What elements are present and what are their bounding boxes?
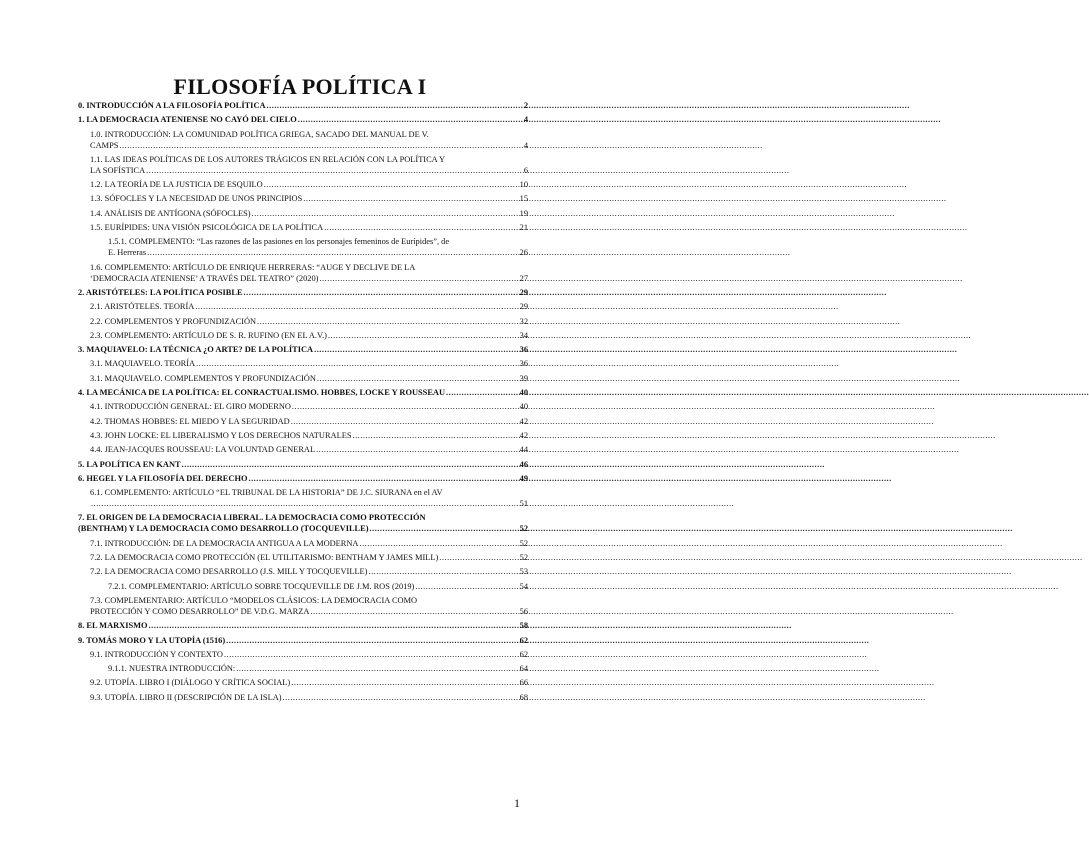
toc-entry-text: 1.4. ANÁLISIS DE ANTÍGONA (SÓFOCLES) [90, 208, 251, 218]
toc-entry-line [78, 114, 528, 125]
toc-dot-leader [264, 179, 518, 190]
toc-entry[interactable] [78, 262, 528, 284]
toc-entry[interactable] [78, 387, 528, 398]
toc-entry-line [78, 387, 528, 398]
toc-entry-first-line: 7. EL ORIGEN DE LA DEMOCRACIA LIBERAL. LA DEMOCRACIA COMO PROTECCIÓN [78, 513, 426, 523]
toc-page-number: 53 [519, 567, 528, 577]
toc-entry[interactable] [78, 620, 528, 631]
toc-page-number: 68 [519, 692, 528, 702]
toc-page-number: 4 [523, 140, 528, 150]
toc-entry[interactable] [78, 236, 528, 258]
toc-entry[interactable] [78, 208, 528, 219]
toc-entry-line [108, 663, 528, 674]
page-number: 1 [514, 796, 520, 810]
toc-dot-leader [298, 114, 522, 125]
toc-page-number: 52 [519, 538, 528, 548]
toc-entry-text: 1.5. EURÍPIDES: UNA VISIÓN PSICOLÓGICA DE LA POLÍTICA [90, 223, 324, 233]
toc-entry-text: 6. HEGEL Y LA FILOSOFÍA DEL DERECHO [78, 473, 248, 483]
toc-dot-leader [370, 523, 518, 534]
toc-page-number: 34 [519, 330, 528, 340]
toc-entry[interactable] [78, 330, 528, 341]
toc-page-number: 40 [519, 388, 528, 398]
toc-entry[interactable] [78, 459, 528, 470]
toc-entry-text: 5. LA POLÍTICA EN KANT [78, 459, 181, 469]
toc-entry-line [78, 344, 528, 355]
toc-entry-text: 9.2. UTOPÍA. LIBRO I (DIÁLOGO Y CRÍTICA SOCIAL) [90, 678, 291, 688]
toc-page-number: 29 [519, 302, 528, 312]
toc-dot-leader [248, 473, 517, 484]
toc-entry-line [90, 444, 528, 455]
toc-page-number: 51 [519, 499, 528, 509]
toc-entry-first-line: 6.1. COMPLEMENTO: ARTÍCULO “EL TRIBUNAL DE LA HISTORIA” DE J.C. SIURANA en el AV [90, 488, 443, 498]
toc-dot-leader [196, 358, 518, 369]
toc-entry-text: 4. LA MECÁNICA DE LA POLÍTICA: EL CONRACTUALISMO. HOBBES, LOCKE Y ROUSSEAU [78, 388, 446, 398]
toc-entry[interactable] [78, 444, 528, 455]
toc-dot-leader [291, 416, 518, 427]
toc-entry-line [90, 358, 528, 369]
toc-dot-leader [91, 498, 518, 509]
toc-entry-text: 9.1. INTRODUCCIÓN Y CONTEXTO [90, 649, 223, 659]
toc-entry[interactable] [78, 649, 528, 660]
toc-entry[interactable] [78, 401, 528, 412]
toc-page-number: 58 [519, 621, 528, 631]
toc-page-number: 36 [519, 359, 528, 369]
toc-entry-text: 8. EL MARXISMO [78, 621, 148, 631]
toc-page-number: 36 [519, 345, 528, 355]
toc-page-number: 26 [519, 248, 528, 258]
toc-entry[interactable] [78, 179, 528, 190]
toc-dot-leader [415, 581, 517, 592]
toc-dot-leader [324, 222, 517, 233]
toc-page-number: 19 [519, 208, 528, 218]
toc-page-number: 27 [519, 273, 528, 283]
toc-entry[interactable] [78, 595, 528, 617]
toc-entry-first-line: 1.6. COMPLEMENTO: ARTÍCULO DE ENRIQUE HERRERAS: “AUGE Y DECLIVE DE LA [90, 262, 416, 272]
toc-entry-text: LA SOFÍSTICA [90, 165, 146, 175]
toc-page-number: 29 [519, 287, 528, 297]
toc-page-number: 2 [523, 101, 528, 110]
toc-entry-first-line: 1.1. LAS IDEAS POLÍTICAS DE LOS AUTORES TRÁGICOS EN RELACIÓN CON LA POLÍTICA Y [90, 154, 446, 164]
toc-entry-text: 2.1. ARISTÓTELES. TEORÍA [90, 302, 195, 312]
toc-entry-line [90, 430, 528, 441]
toc-dot-leader [147, 247, 517, 258]
toc-entry-line [90, 179, 528, 190]
toc-entry-line [78, 459, 528, 470]
toc-page-number: 42 [519, 430, 528, 440]
toc-entry[interactable] [78, 566, 528, 577]
toc-entry-text: 9.1.1. NUESTRA INTRODUCCIÓN: [108, 664, 236, 674]
toc-dot-leader [317, 373, 518, 384]
toc-dot-leader [368, 566, 517, 577]
toc-page-number: 46 [519, 459, 528, 469]
toc-entry-line [90, 401, 528, 412]
toc-dot-leader [319, 273, 517, 284]
toc-entry-text: 7.2. LA DEMOCRACIA COMO DESARROLLO (J.S. MILL Y TOCQUEVILLE) [90, 567, 368, 577]
toc-dot-leader [195, 301, 517, 312]
toc-entry[interactable] [78, 487, 528, 509]
toc-entry-text: 4.1. INTRODUCCIÓN GENERAL: EL GIRO MODERNO [90, 402, 291, 412]
toc-entry-line [90, 273, 528, 284]
toc-entry-line [90, 140, 528, 151]
toc-entry-line [78, 620, 528, 631]
toc-entry-line [90, 193, 528, 204]
toc-entry-line [90, 316, 528, 327]
toc-dot-leader [146, 165, 522, 176]
toc-page-number: 6 [523, 165, 528, 175]
toc-entry-text: 0. INTRODUCCIÓN A LA FILOSOFÍA POLÍTICA [78, 101, 266, 110]
toc-entry-first-line: 1.5.1. COMPLEMENTO: “Las razones de las pasiones en los personajes femeninos de Eurípides”, de [108, 237, 450, 247]
toc-dot-leader [316, 444, 518, 455]
toc-entry-text: 3.1. MAQUIAVELO. TEORÍA [90, 359, 196, 369]
toc-dot-leader [439, 552, 517, 563]
toc-entry-line [90, 165, 528, 176]
toc-entry-first-line: 1.0. INTRODUCCIÓN: LA COMUNIDAD POLÍTICA GRIEGA, SACADO DEL MANUAL DE V. [90, 129, 429, 139]
toc-entry-text: 9. TOMÁS MORO Y LA UTOPÍA (1516) [78, 635, 226, 645]
toc-entry-text: 9.3. UTOPÍA. LIBRO II (DESCRIPCIÓN DE LA ISLA) [90, 692, 282, 702]
toc-entry-line [90, 222, 528, 233]
toc-dot-leader [182, 459, 518, 470]
toc-page-number: 62 [519, 635, 528, 645]
toc-entry[interactable] [78, 416, 528, 427]
toc-page-number: 66 [519, 678, 528, 688]
toc-entry[interactable] [78, 430, 528, 441]
toc-entry[interactable] [78, 538, 528, 549]
toc-dot-leader [119, 140, 521, 151]
toc-entry-text: 2.2. COMPLEMENTOS Y PROFUNDIZACIÓN [90, 316, 257, 326]
toc-entry-line [90, 373, 528, 384]
toc-entry[interactable] [78, 344, 528, 355]
toc-page-number: 54 [519, 581, 528, 591]
toc-entry-text: 7.1. INTRODUCCIÓN: DE LA DEMOCRACIA ANTIGUA A LA MODERNA [90, 538, 359, 548]
toc-entry[interactable] [78, 100, 528, 111]
toc-dot-leader [252, 208, 518, 219]
toc-entry-text: 7.2. LA DEMOCRACIA COMO PROTECCIÓN (EL UTILITARISMO: BENTHAM Y JAMES MILL) [90, 553, 439, 563]
toc-entry[interactable] [78, 373, 528, 384]
toc-dot-leader [328, 330, 518, 341]
toc-entry-text: 3.1. MAQUIAVELO. COMPLEMENTOS Y PROFUNDIZACIÓN [90, 373, 316, 383]
toc-entry-text: 4.2. THOMAS HOBBES: EL MIEDO Y LA SEGURIDAD [90, 416, 290, 426]
toc-dot-leader [267, 100, 522, 111]
toc-entry-line [90, 208, 528, 219]
toc-entry-line [90, 538, 528, 549]
toc-page-number: 62 [519, 649, 528, 659]
toc-entry-line [78, 473, 528, 484]
toc-entry-text: 2.3. COMPLEMENTO: ARTÍCULO DE S. R. RUFINO (EN EL A.V.) [90, 330, 327, 340]
toc-entry-line [90, 649, 528, 660]
toc-page-number: 52 [519, 524, 528, 534]
toc-dot-leader [303, 193, 517, 204]
toc-dot-leader [244, 287, 518, 298]
toc-entry-line [78, 287, 528, 298]
toc-page-number: 56 [519, 606, 528, 616]
toc-entry-text: 1. LA DEMOCRACIA ATENIENSE NO CAYÓ DEL CIELO [78, 115, 297, 125]
toc-entry-line [90, 566, 528, 577]
toc-entry-line [108, 581, 528, 592]
toc-entry-text: CAMPS [90, 140, 119, 150]
toc-entry-line [78, 523, 528, 534]
toc-dot-leader [149, 620, 518, 631]
toc-entry-text: ‘DEMOCRACIA ATENIENSE’ A TRAVÉS DEL TEATRO” (2020) [90, 273, 319, 283]
toc-entry-line [90, 552, 528, 563]
toc-page-number: 52 [519, 553, 528, 563]
toc-dot-leader [224, 649, 518, 660]
toc-entry-text: 2. ARISTÓTELES: LA POLÍTICA POSIBLE [78, 287, 243, 297]
toc-entry-line [90, 606, 528, 617]
toc-page-number: 44 [519, 445, 528, 455]
toc-entry[interactable] [78, 193, 528, 204]
toc-dot-leader [283, 692, 518, 703]
toc-dot-leader [310, 606, 517, 617]
toc-entry-line [90, 692, 528, 703]
toc-entry-line [90, 498, 528, 509]
document-title: FILOSOFÍA POLÍTICA I [173, 74, 427, 99]
toc-entry-text: 1.2. LA TEORÍA DE LA JUSTICIA DE ESQUILO [90, 180, 263, 190]
toc-entry-text: 4.4. JEAN-JACQUES ROUSSEAU: LA VOLUNTAD GENERAL [90, 445, 316, 455]
toc-entry-first-line: 7.3. COMPLEMENTARIO: ARTÍCULO “MODELOS CLÁSICOS: LA DEMOCRACIA COMO [90, 595, 418, 605]
toc-entry-text: 1.3. SÓFOCLES Y LA NECESIDAD DE UNOS PRINCIPIOS [90, 194, 303, 204]
toc-entry-line [78, 635, 528, 646]
toc-dot-leader [292, 401, 518, 412]
toc-entry[interactable] [78, 358, 528, 369]
toc-entry-line [90, 301, 528, 312]
toc-entry[interactable] [78, 552, 528, 563]
toc-page-number: 15 [519, 194, 528, 204]
toc-dot-leader [352, 430, 517, 441]
toc-page-number: 39 [519, 373, 528, 383]
toc-dot-leader [226, 635, 518, 646]
toc-entry[interactable] [78, 663, 528, 674]
toc-entry-line [90, 416, 528, 427]
toc-entry[interactable] [78, 473, 528, 484]
toc-entry[interactable] [78, 222, 528, 233]
toc-entry[interactable] [78, 316, 528, 327]
toc-page-number: 21 [519, 223, 528, 233]
toc-entry[interactable] [78, 154, 528, 176]
toc-dot-leader [359, 538, 517, 549]
toc-entry-line [78, 100, 528, 111]
toc-dot-leader [257, 316, 518, 327]
toc-entry[interactable] [78, 635, 528, 646]
toc-page-number: 10 [519, 180, 528, 190]
toc-entry-text: 4.3. JOHN LOCKE: EL LIBERALISMO Y LOS DERECHOS NATURALES [90, 430, 352, 440]
toc-page-number: 49 [519, 473, 528, 483]
toc-entry-text: (BENTHAM) Y LA DEMOCRACIA COMO DESARROLLO (TOCQUEVILLE) [78, 524, 369, 534]
toc-entry-text: PROTECCIÓN Y COMO DESARROLLO” DE V.D.G. MARZA [90, 606, 310, 616]
toc-entry[interactable] [78, 129, 528, 151]
toc-entry[interactable] [78, 677, 528, 688]
toc-entry-line [90, 330, 528, 341]
toc-entry-text: E. Herreras [108, 248, 147, 258]
toc-page-number: 4 [523, 115, 528, 125]
toc-entry[interactable] [78, 512, 528, 534]
toc-entry-text: 3. MAQUIAVELO: LA TÉCNICA ¿O ARTE? DE LA POLÍTICA [78, 345, 314, 355]
toc-page-number: 64 [519, 664, 528, 674]
toc-entry-text: 7.2.1. COMPLEMENTARIO: ARTÍCULO SOBRE TOCQUEVILLE DE J.M. ROS (2019) [108, 581, 415, 591]
toc-entry[interactable] [78, 581, 528, 592]
table-of-contents [78, 100, 528, 706]
toc-dot-leader [236, 663, 517, 674]
toc-dot-leader [291, 677, 517, 688]
toc-page-number: 40 [519, 402, 528, 412]
toc-entry[interactable] [78, 301, 528, 312]
toc-dot-leader [314, 344, 518, 355]
toc-entry-line [108, 247, 528, 258]
toc-entry[interactable] [78, 287, 528, 298]
toc-dot-leader [446, 387, 518, 398]
toc-entry[interactable] [78, 114, 528, 125]
toc-page-number: 42 [519, 416, 528, 426]
toc-entry[interactable] [78, 692, 528, 703]
toc-page-number: 32 [519, 316, 528, 326]
toc-entry-line [90, 677, 528, 688]
